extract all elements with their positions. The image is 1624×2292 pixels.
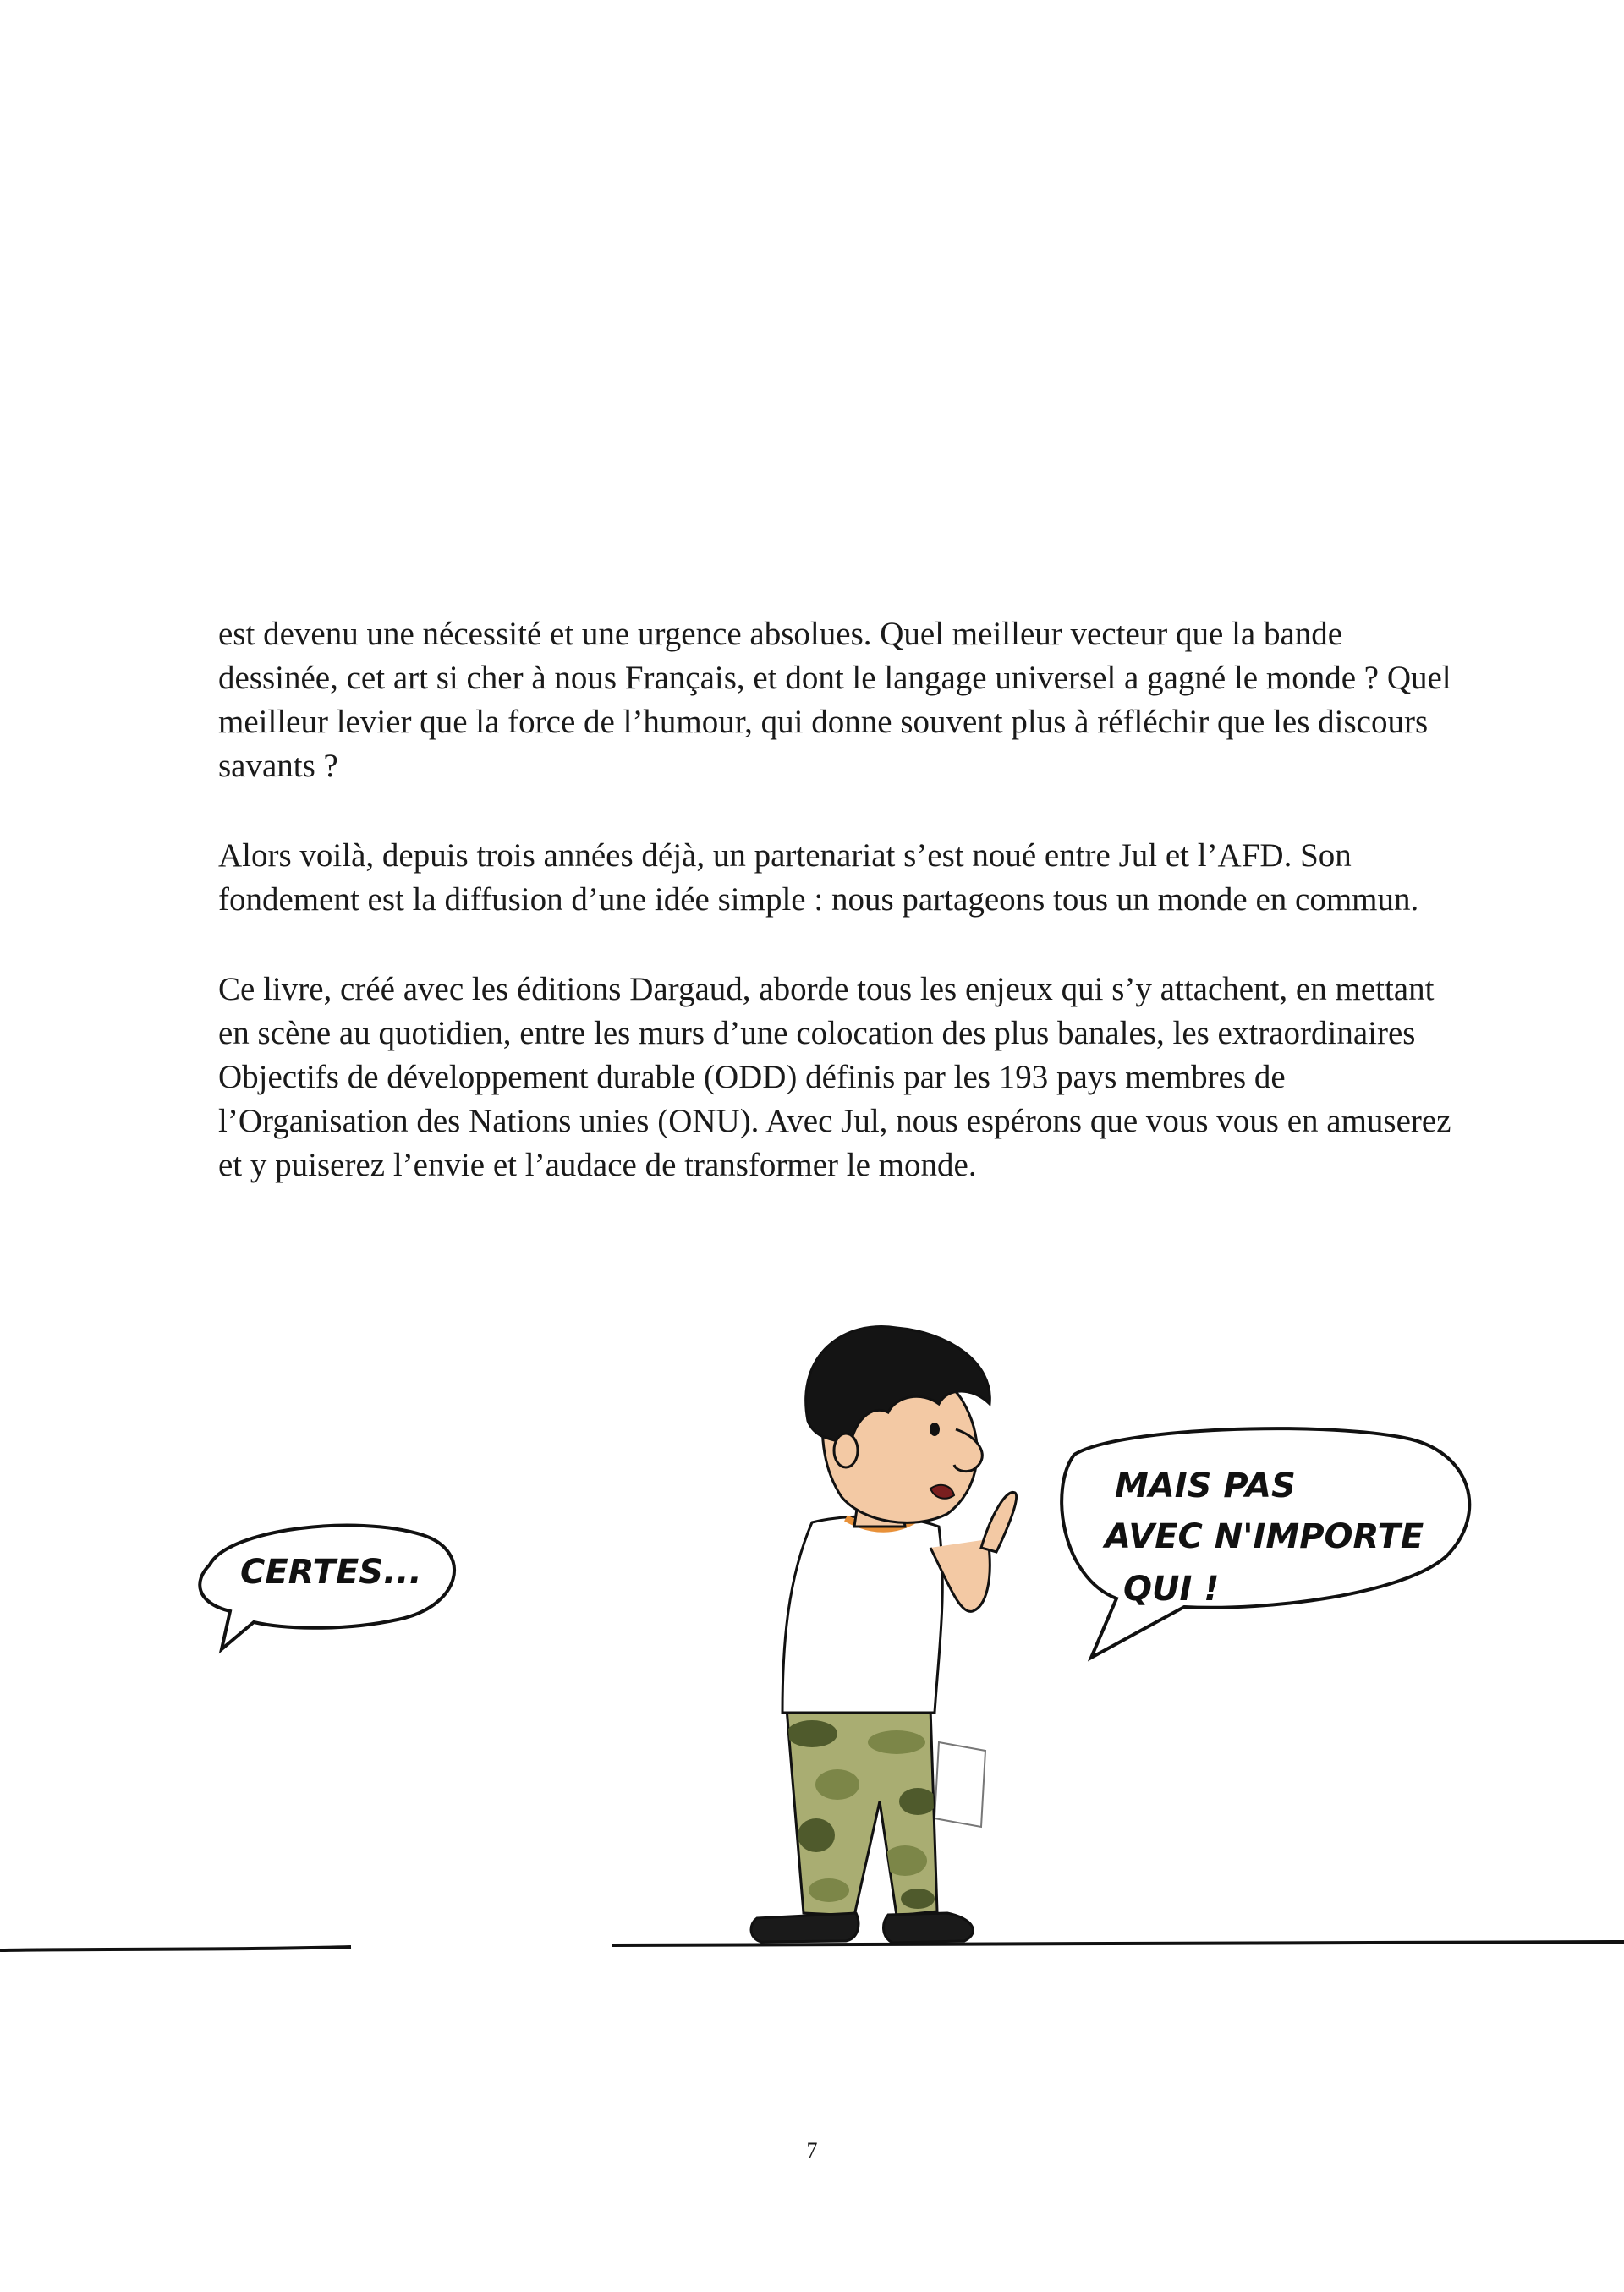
camo-pants bbox=[787, 1708, 937, 1916]
right-shoe bbox=[884, 1913, 974, 1943]
paragraph-1: est devenu une nécessité et une urgence absolues. Quel meilleur vecteur que la bande dessinée, cet art si cher à nous Français, et dont le langage universel a gagné le monde ? Quel meilleur levier que la force de l’humour, qui donne souvent plus à réfléchir que les discours savants ? bbox=[218, 616, 1451, 784]
speech-bubble-left-text: CERTES... bbox=[240, 1553, 422, 1592]
speech-bubble-right-line-3: QUI ! bbox=[1123, 1570, 1220, 1609]
speech-bubble-right bbox=[1062, 1428, 1469, 1658]
character bbox=[751, 1326, 1017, 1943]
speech-bubble-right-line-1: MAIS PAS bbox=[1115, 1467, 1296, 1505]
t-shirt bbox=[782, 1516, 942, 1713]
paper-sheet bbox=[935, 1742, 985, 1827]
paragraph-3: Ce livre, créé avec les éditions Dargaud, aborde tous les enjeux qui s’y attachent, en mettant en scène au quotidien, entre les murs d’une colocation des plus banales, les extraordinaires Objectifs de développement durable (ODD) définis par les 193 pays membres de l’Organisation des Nations unies (ONU). Avec Jul, nous espérons que vous vous en amuserez et y puiserez l’envie et l’audace de transformer le monde. bbox=[218, 971, 1451, 1183]
ear bbox=[834, 1434, 858, 1467]
page-number: 7 bbox=[806, 2138, 818, 2163]
eye bbox=[930, 1423, 940, 1436]
speech-bubble-left bbox=[200, 1526, 454, 1649]
speech-bubble-right-line-2: AVEC N'IMPORTE bbox=[1105, 1517, 1424, 1556]
nose bbox=[954, 1429, 982, 1472]
raised-finger bbox=[981, 1492, 1017, 1552]
left-shoe bbox=[751, 1913, 859, 1942]
paragraph-2: Alors voilà, depuis trois années déjà, un partenariat s’est noué entre Jul et l’AFD. Son fondement est la diffusion d’une idée simple : nous partageons tous un monde en commun. bbox=[218, 837, 1419, 918]
floor-line-left bbox=[0, 1947, 351, 1950]
